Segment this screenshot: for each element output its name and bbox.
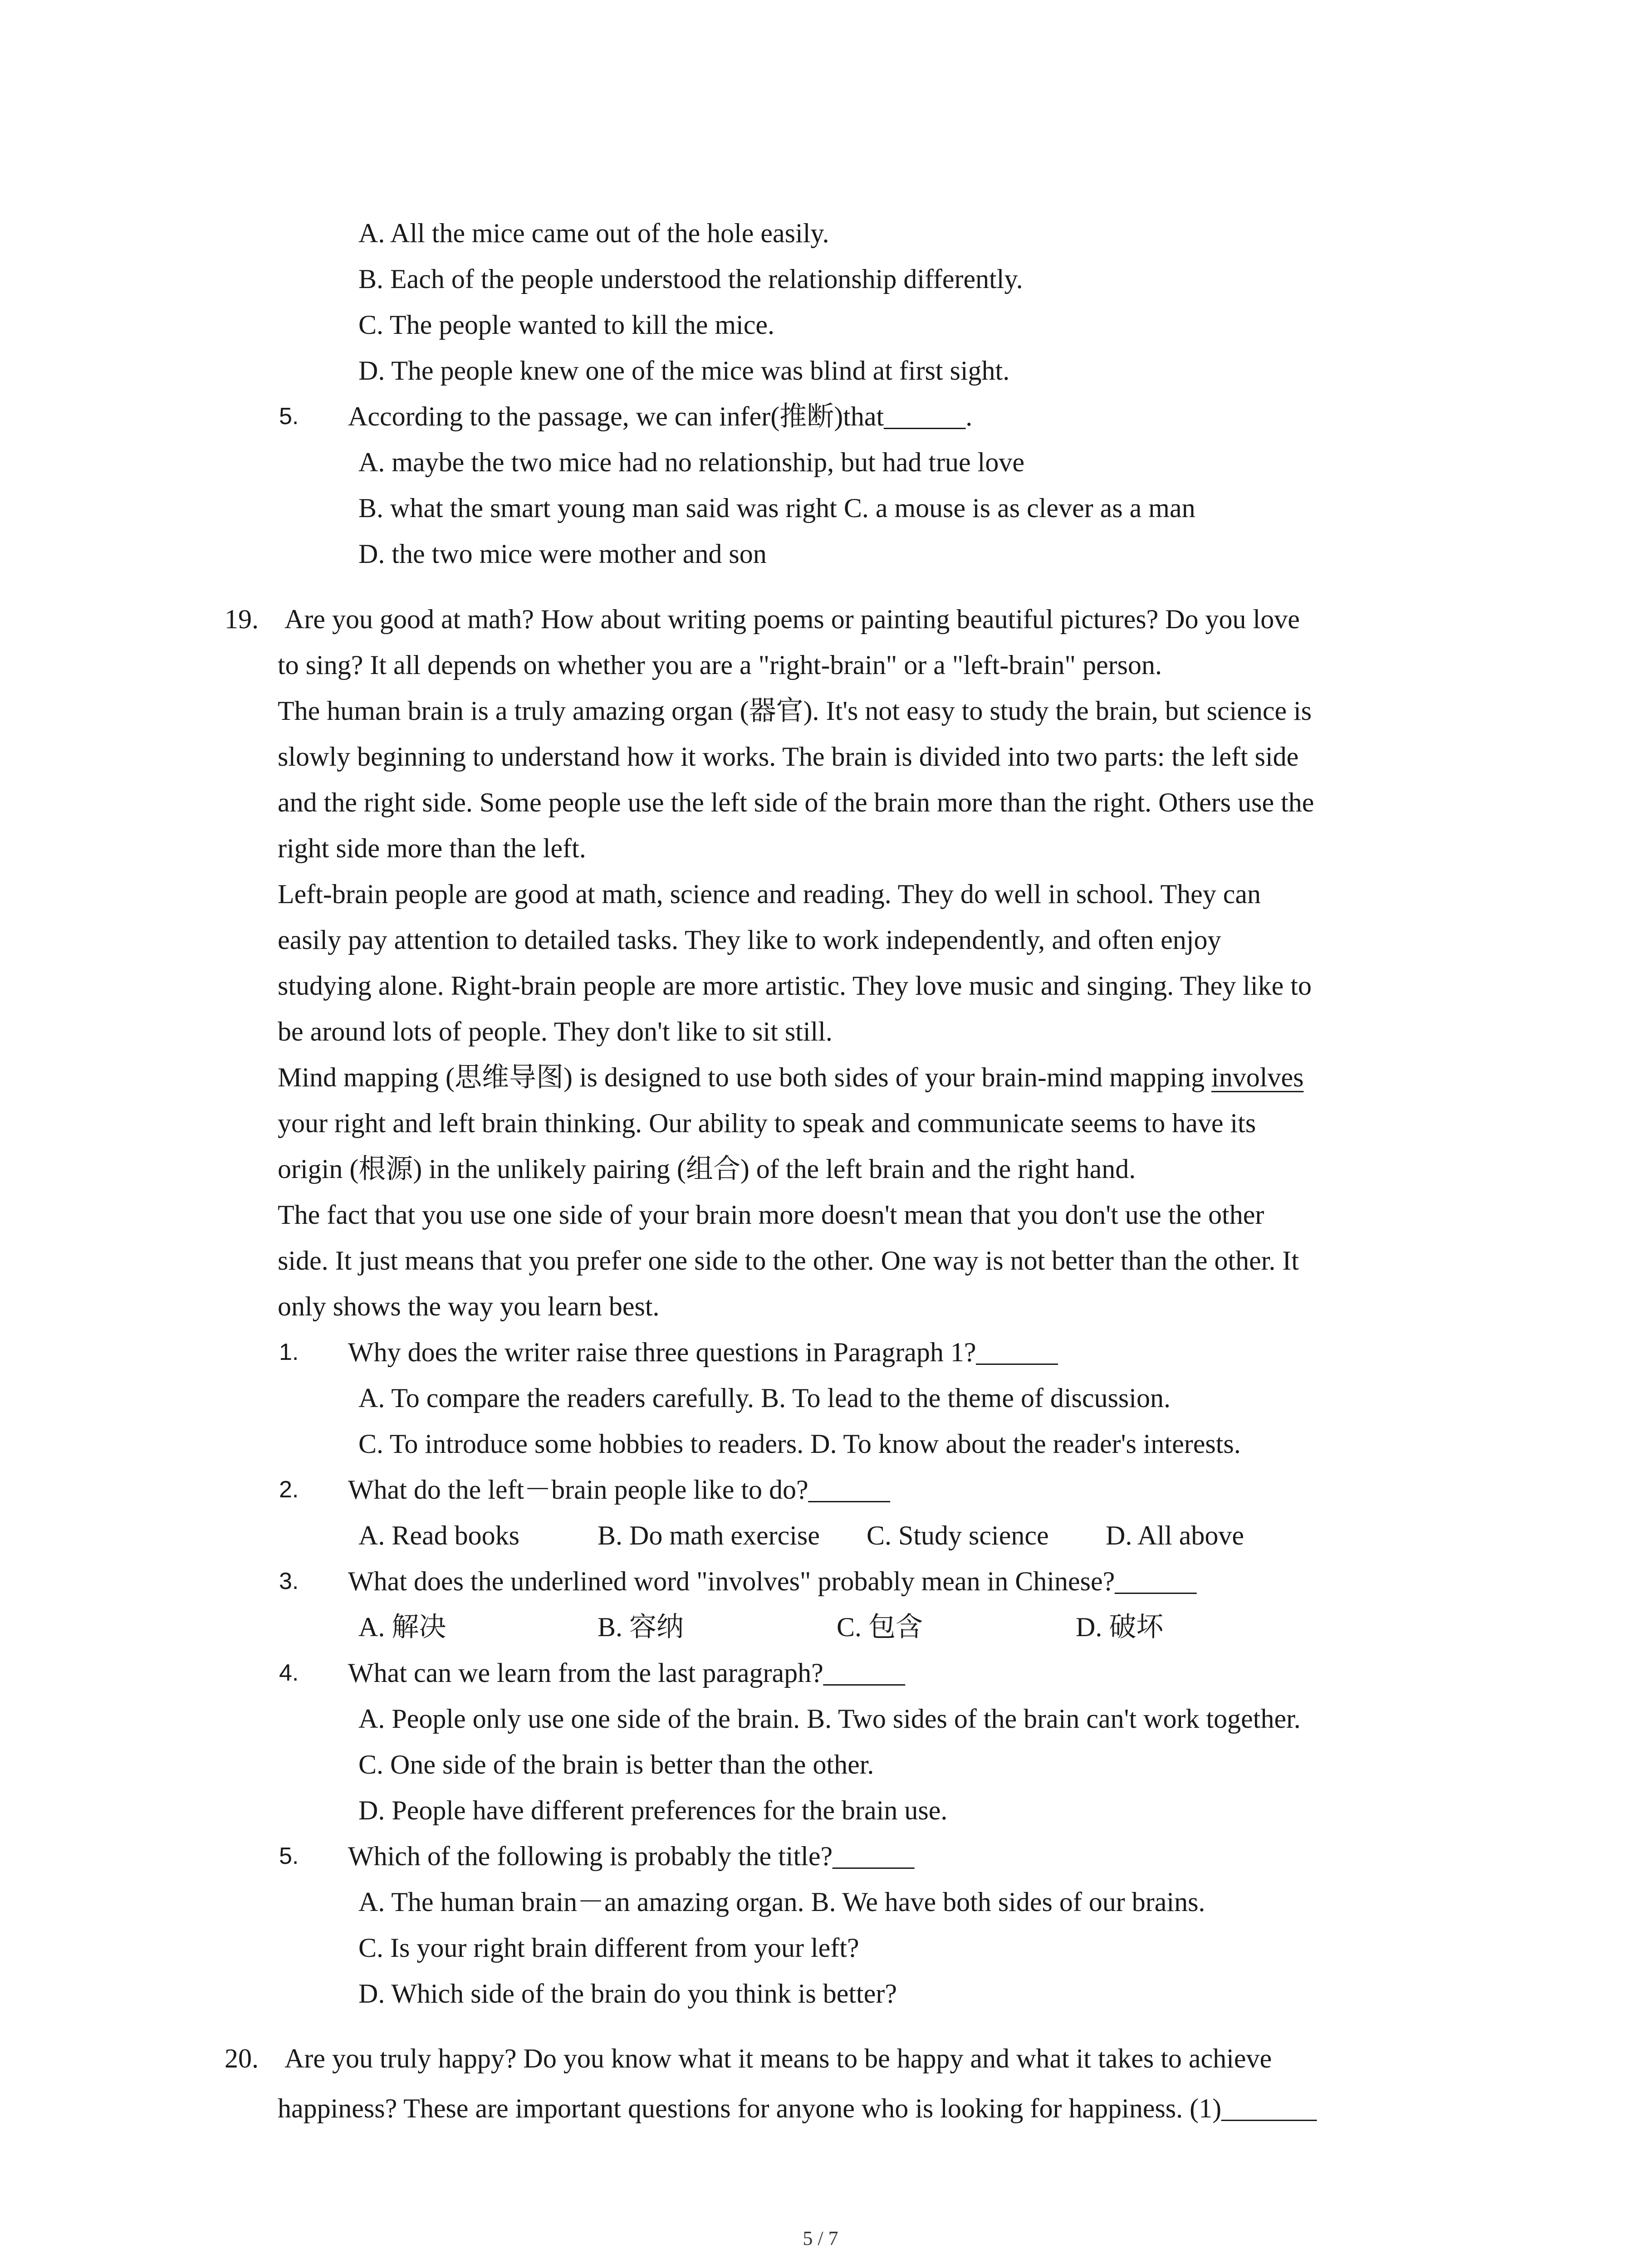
q18-4-option-b: B. Each of the people understood the relationship differently. [358, 264, 1023, 294]
q19-3-stem: What does the underlined word "involves" probably mean in Chinese?______ [348, 1566, 1197, 1596]
q18-4-option-c: C. The people wanted to kill the mice. [358, 310, 774, 340]
q19-1-number: 1. [279, 1339, 299, 1365]
q19-4-option-c: C. One side of the brain is better than the other. [358, 1750, 874, 1779]
q19-passage-line: Left-brain people are good at math, science and reading. They do well in school. They can [278, 879, 1261, 909]
q19-passage-line: and the right side. Some people use the left side of the brain more than the right. Others use the [278, 787, 1314, 817]
q19-passage-line: right side more than the left. [278, 833, 586, 863]
q19-2-option-a: A. Read books [358, 1520, 519, 1550]
q19-1-stem: Why does the writer raise three questions in Paragraph 1?______ [348, 1337, 1058, 1367]
q19-4-number: 4. [279, 1660, 299, 1686]
q19-passage-line: to sing? It all depends on whether you are a "right-brain" or a "left-brain" person. [278, 650, 1162, 680]
q19-5-option-c: C. Is your right brain different from your left? [358, 1933, 859, 1963]
q19-5-options-ab: A. The human brain－an amazing organ. B. We have both sides of our brains. [358, 1887, 1205, 1917]
page-number: 5 / 7 [803, 2227, 838, 2249]
q19-4-stem: What can we learn from the last paragraph?______ [348, 1658, 905, 1688]
q19-1-options-cd: C. To introduce some hobbies to readers. D. To know about the reader's interests. [358, 1429, 1241, 1459]
q19-2-option-b: B. Do math exercise [598, 1520, 820, 1550]
q20-passage-line: happiness? These are important questions for anyone who is looking for happiness. (1)_______ [278, 2093, 1317, 2123]
q19-passage-line: only shows the way you learn best. [278, 1291, 660, 1321]
q19-5-number: 5. [279, 1843, 299, 1869]
q19-3-option-a: A. 解决 [358, 1612, 446, 1642]
q20-passage-line: Are you truly happy? Do you know what it means to be happy and what it takes to achieve [284, 2043, 1272, 2073]
q19-2-option-c: C. Study science [867, 1520, 1049, 1550]
q19-2-option-d: D. All above [1106, 1520, 1244, 1550]
q19-5-stem: Which of the following is probably the title?______ [348, 1841, 915, 1871]
q19-1-options-ab: A. To compare the readers carefully. B. To lead to the theme of discussion. [358, 1383, 1171, 1413]
q19-passage-line: Are you good at math? How about writing poems or painting beautiful pictures? Do you love [284, 604, 1300, 634]
q19-passage-line: easily pay attention to detailed tasks. They like to work independently, and often enjoy [278, 925, 1221, 955]
q19-3-number: 3. [279, 1568, 299, 1594]
q19-5-option-d: D. Which side of the brain do you think is better? [358, 1979, 897, 2009]
q18-5-option-bc: B. what the smart young man said was right C. a mouse is as clever as a man [358, 493, 1195, 523]
q19-number: 19. [225, 604, 259, 634]
q20-number: 20. [225, 2043, 259, 2073]
q19-passage-line: The fact that you use one side of your brain more doesn't mean that you don't use the other [278, 1200, 1264, 1230]
underlined-word-involves: involves [1211, 1062, 1304, 1092]
q18-5-stem: According to the passage, we can infer(推断)that______. [348, 401, 973, 431]
q18-5-number: 5. [279, 403, 299, 430]
q19-passage-line: slowly beginning to understand how it works. The brain is divided into two parts: the left side [278, 742, 1299, 772]
q19-3-option-c: C. 包含 [837, 1612, 923, 1642]
q19-3-option-d: D. 破坏 [1076, 1612, 1164, 1642]
q19-4-options-ab: A. People only use one side of the brain. B. Two sides of the brain can't work together. [358, 1704, 1301, 1734]
mind-mapping-text: Mind mapping (思维导图) is designed to use both sides of your brain-mind mapping [278, 1062, 1212, 1092]
q19-passage-line: The human brain is a truly amazing organ (器官). It's not easy to study the brain, but science is [278, 696, 1312, 726]
q19-passage-line-mind-mapping [278, 1055, 1303, 1100]
q19-passage-line: your right and left brain thinking. Our ability to speak and communicate seems to have its [278, 1108, 1256, 1138]
q19-passage-line: origin (根源) in the unlikely pairing (组合) of the left brain and the right hand. [278, 1154, 1136, 1184]
q19-passage-line: side. It just means that you prefer one side to the other. One way is not better than the other. It [278, 1246, 1299, 1276]
q19-2-number: 2. [279, 1476, 299, 1503]
q18-4-option-a: A. All the mice came out of the hole easily. [358, 218, 829, 248]
q18-4-option-d: D. The people knew one of the mice was blind at first sight. [358, 356, 1010, 386]
q19-3-option-b: B. 容纳 [598, 1612, 684, 1642]
q19-2-stem: What do the left－brain people like to do?______ [348, 1475, 890, 1505]
q18-5-option-a: A. maybe the two mice had no relationship, but had true love [358, 447, 1024, 477]
q19-4-option-d: D. People have different preferences for the brain use. [358, 1795, 948, 1825]
q19-passage-line: studying alone. Right-brain people are more artistic. They love music and singing. They like to [278, 971, 1312, 1001]
q19-passage-line: be around lots of people. They don't like to sit still. [278, 1017, 833, 1046]
q18-5-option-d: D. the two mice were mother and son [358, 539, 767, 569]
